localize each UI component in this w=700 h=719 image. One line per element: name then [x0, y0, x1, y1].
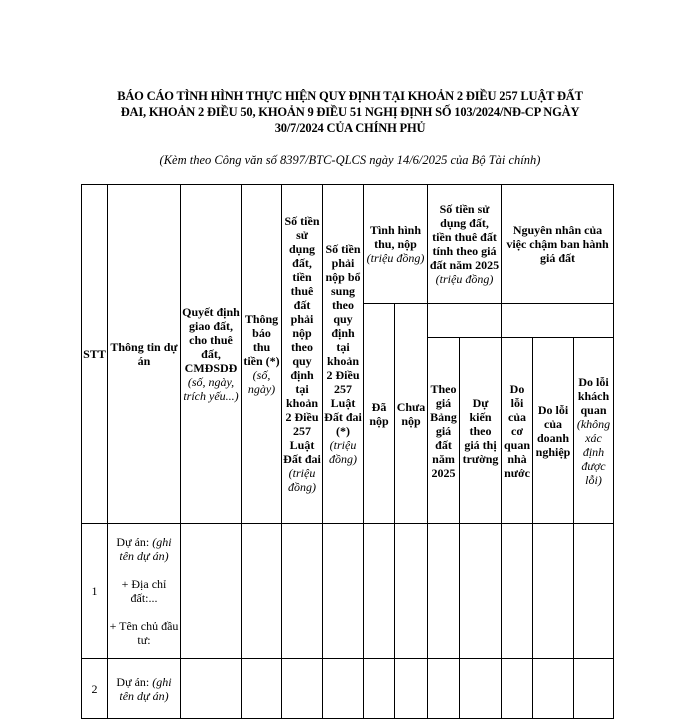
header-price2025: Số tiền sử dụng đất, tiền thuê đất tính theo giá đất năm 2025 (triệu đồng) [428, 185, 502, 304]
header-notice: Thông báo thu tiền (*) (số, ngày) [242, 185, 282, 524]
table-cell [460, 524, 502, 659]
table-cell [574, 659, 614, 719]
header-by-market: Dự kiến theo giá thị trường [460, 338, 502, 524]
table-row [82, 524, 614, 659]
table-cell [242, 659, 282, 719]
report-subtitle: (Kèm theo Công văn số 8397/BTC-QLCS ngày 14/6/2025 của Bộ Tài chính) [159, 153, 541, 167]
header-row-1 [82, 185, 614, 304]
header-reason-spacer [502, 304, 614, 338]
row-stt: 2 [82, 659, 108, 719]
table-cell [395, 524, 428, 659]
header-reason-objective: Do lỗi khách quan (không xác định được lỗi) [574, 338, 614, 524]
table-cell [428, 524, 460, 659]
header-price-spacer [428, 304, 502, 338]
table-cell [364, 524, 395, 659]
table-cell [364, 659, 395, 719]
header-stt: STT [82, 185, 108, 524]
table-cell [502, 659, 533, 719]
table-cell [574, 524, 614, 659]
header-reason-enterprise: Do lỗi của doanh nghiệp [533, 338, 574, 524]
header-reason-state: Do lỗi của cơ quan nhà nước [502, 338, 533, 524]
table-row [82, 659, 614, 719]
table-cell [395, 659, 428, 719]
table-cell [323, 659, 364, 719]
header-extra-fee: Số tiền phải nộp bổ sung theo quy định tại khoản 2 Điều 257 Luật Đất đai (*) (triệu đồng) [323, 185, 364, 524]
header-decision: Quyết định giao đất, cho thuê đất, CMĐSDĐ (số, ngày, trích yếu...) [181, 185, 242, 524]
table-cell [428, 659, 460, 719]
table-cell [460, 659, 502, 719]
header-project-info: Thông tin dự án [108, 185, 181, 524]
table-cell [502, 524, 533, 659]
table-cell [533, 524, 574, 659]
header-land-fee: Số tiền sử dụng đất, tiền thuê đất phải nộp theo quy định tại khoản 2 Điều 257 Luật Đất đai (triệu đồng) [282, 185, 323, 524]
header-unpaid: Chưa nộp [395, 304, 428, 524]
table-cell [181, 524, 242, 659]
row-project-info: Dự án: (ghi tên dự án) + Địa chỉ đất:... + Tên chủ đầu tư: [108, 524, 181, 659]
table-cell [282, 659, 323, 719]
header-reason: Nguyên nhân của việc chậm ban hành giá đất [502, 185, 614, 304]
title-line: 30/7/2024 CỦA CHÍNH PHỦ [274, 121, 426, 135]
table-cell [323, 524, 364, 659]
title-line: ĐAI, KHOẢN 2 ĐIỀU 50, KHOẢN 9 ĐIỀU 51 NGHỊ ĐỊNH SỐ 103/2024/NĐ-CP NGÀY [120, 105, 580, 119]
title-line: BÁO CÁO TÌNH HÌNH THỰC HIỆN QUY ĐỊNH TẠI KHOẢN 2 ĐIỀU 257 LUẬT ĐẤT [117, 89, 583, 103]
header-paid: Đã nộp [364, 304, 395, 524]
header-collection: Tình hình thu, nộp (triệu đồng) [364, 185, 428, 304]
table-cell [533, 659, 574, 719]
table-cell [181, 659, 242, 719]
row-project-info: Dự án: (ghi tên dự án) [108, 659, 181, 719]
report-table [81, 184, 614, 719]
table-cell [242, 524, 282, 659]
header-by-table: Theo giá Bảng giá đất năm 2025 [428, 338, 460, 524]
report-title [75, 88, 625, 136]
row-stt: 1 [82, 524, 108, 659]
table-cell [282, 524, 323, 659]
